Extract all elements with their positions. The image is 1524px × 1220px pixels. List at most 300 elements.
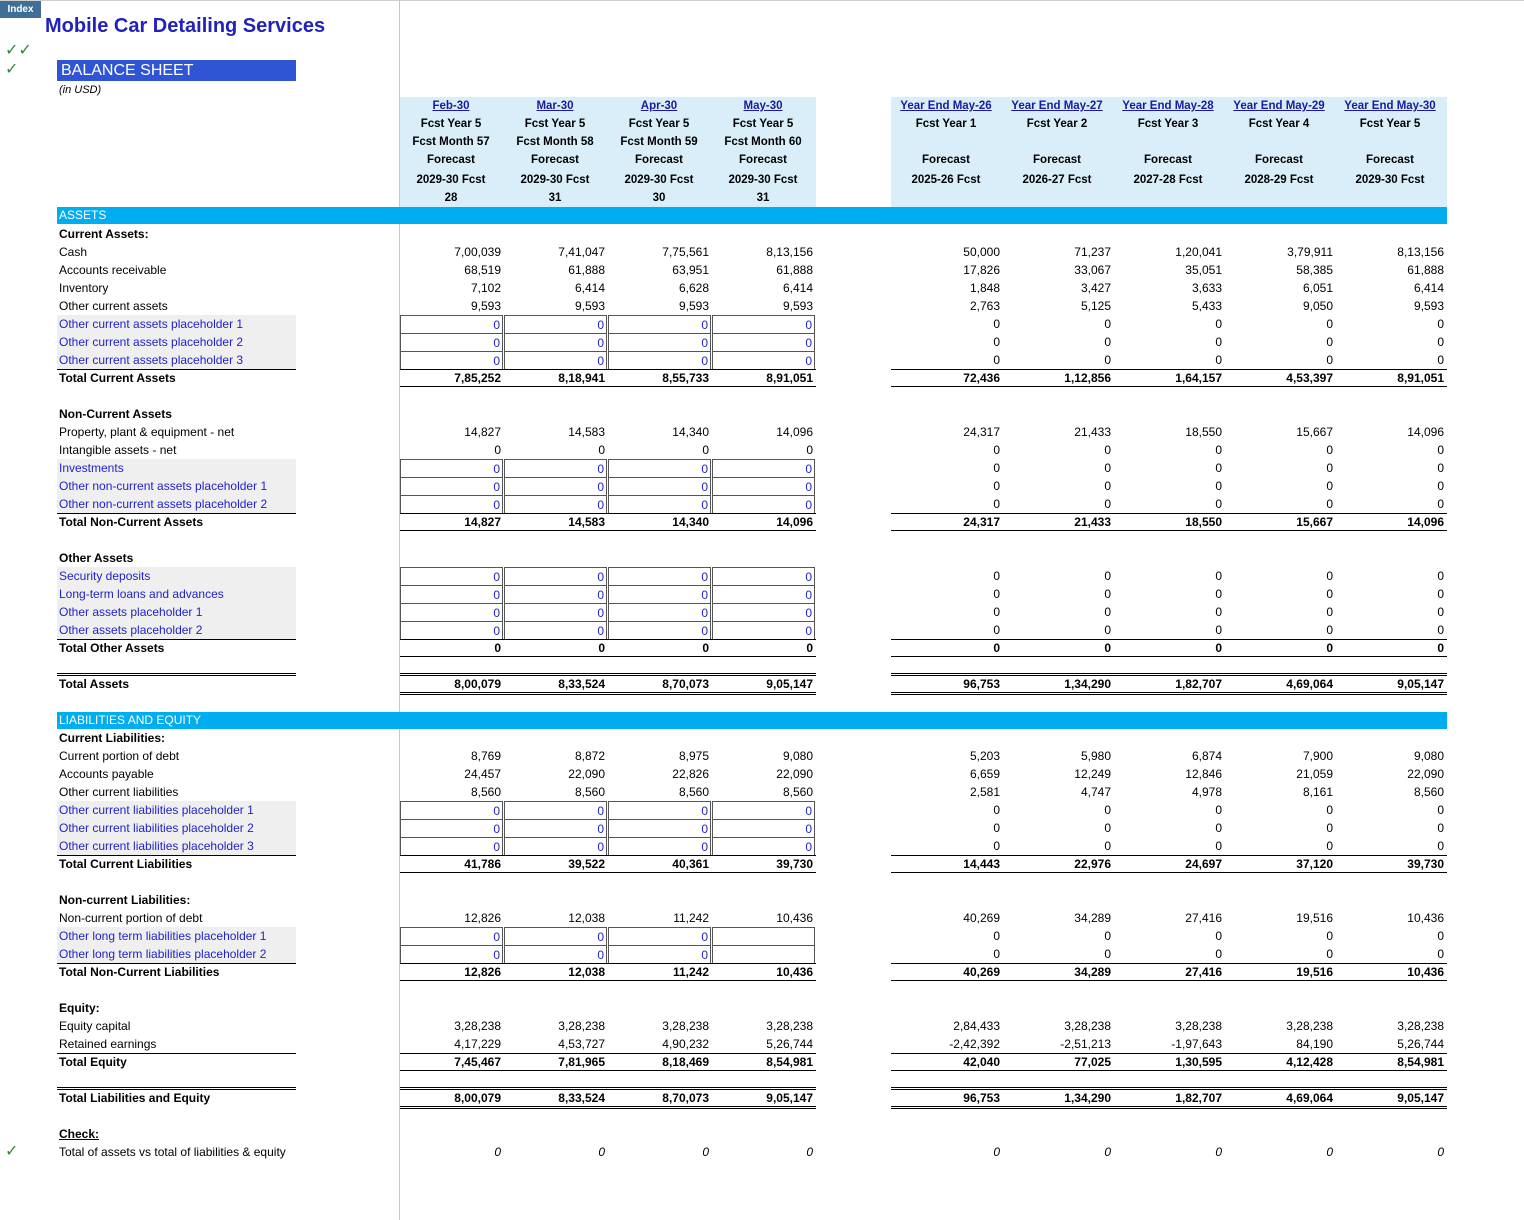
annual-value-cell: 10,436 bbox=[1407, 965, 1444, 979]
monthly-value-cell[interactable]: 0 bbox=[712, 351, 815, 370]
annual-value-cell: 8,161 bbox=[1302, 785, 1333, 799]
monthly-value-cell: 8,70,073 bbox=[662, 1091, 709, 1105]
row-label[interactable]: Other current assets placeholder 1 bbox=[57, 315, 296, 333]
annual-value-cell: 8,91,051 bbox=[1397, 371, 1444, 385]
row-label: Other current assets bbox=[59, 299, 168, 313]
monthly-value-cell[interactable]: 0 bbox=[712, 801, 815, 820]
monthly-value-cell: 0 bbox=[806, 443, 813, 457]
monthly-value-cell: 12,826 bbox=[464, 911, 501, 925]
monthly-value-cell[interactable]: 0 bbox=[608, 819, 711, 838]
monthly-value-cell: 5,26,744 bbox=[766, 1037, 813, 1051]
monthly-value-cell: 22,090 bbox=[776, 767, 813, 781]
row-label: Total Current Assets bbox=[59, 371, 176, 385]
grand-total-rule bbox=[891, 1087, 1447, 1088]
annual-value-cell: 0 bbox=[1215, 839, 1222, 853]
monthly-value-cell[interactable]: 0 bbox=[400, 927, 503, 946]
monthly-value-cell[interactable]: 0 bbox=[504, 351, 607, 370]
monthly-value-cell: 9,593 bbox=[470, 299, 501, 313]
monthly-value-cell[interactable]: 0 bbox=[400, 567, 503, 586]
row-label: Total of assets vs total of liabilities & equity bbox=[59, 1145, 286, 1159]
monthly-value-cell: 7,102 bbox=[470, 281, 501, 295]
monthly-value-cell[interactable]: 0 bbox=[504, 837, 607, 856]
monthly-value-cell[interactable]: 0 bbox=[608, 459, 711, 478]
row-label: Total Non-Current Liabilities bbox=[59, 965, 220, 979]
annual-header-year: Fcst Year 5 bbox=[1359, 118, 1421, 130]
annual-header-fy: 2029-30 Fcst bbox=[1355, 174, 1425, 186]
total-rule bbox=[57, 855, 296, 856]
monthly-value-cell[interactable]: 0 bbox=[608, 837, 711, 856]
total-underline bbox=[891, 692, 1447, 693]
row-label: Intangible assets - net bbox=[59, 443, 177, 457]
check-icon-double: ✓✓ bbox=[5, 42, 32, 59]
annual-value-cell: 0 bbox=[993, 623, 1000, 637]
monthly-value-cell[interactable]: 0 bbox=[608, 477, 711, 496]
monthly-value-cell[interactable]: 0 bbox=[400, 585, 503, 604]
grand-total-underline bbox=[400, 694, 816, 695]
monthly-value-cell[interactable]: 0 bbox=[608, 945, 711, 964]
monthly-value-cell[interactable]: 0 bbox=[504, 819, 607, 838]
annual-value-cell: 0 bbox=[1437, 569, 1444, 583]
annual-value-cell: 0 bbox=[993, 461, 1000, 475]
annual-value-cell: 0 bbox=[1326, 497, 1333, 511]
monthly-value-cell[interactable]: 0 bbox=[608, 333, 711, 352]
monthly-value-cell[interactable]: 0 bbox=[712, 495, 815, 514]
monthly-value-cell[interactable]: 0 bbox=[400, 315, 503, 334]
monthly-value-cell: 9,593 bbox=[782, 299, 813, 313]
monthly-value-cell[interactable] bbox=[712, 945, 815, 964]
annual-value-cell: 0 bbox=[1437, 929, 1444, 943]
annual-value-cell: -1,97,643 bbox=[1171, 1037, 1222, 1051]
monthly-value-cell[interactable]: 0 bbox=[712, 585, 815, 604]
annual-value-cell: 0 bbox=[1437, 803, 1444, 817]
monthly-value-cell[interactable]: 0 bbox=[608, 567, 711, 586]
monthly-header-year: Fcst Year 5 bbox=[732, 118, 794, 130]
monthly-value-cell[interactable]: 0 bbox=[504, 477, 607, 496]
annual-value-cell: 24,697 bbox=[1185, 857, 1222, 871]
row-label: Cash bbox=[59, 245, 88, 259]
annual-value-cell: 0 bbox=[1215, 569, 1222, 583]
monthly-value-cell[interactable]: 0 bbox=[504, 567, 607, 586]
annual-value-cell: 0 bbox=[1437, 1145, 1444, 1159]
monthly-value-cell: 9,593 bbox=[678, 299, 709, 313]
annual-value-cell: 3,28,238 bbox=[1064, 1019, 1111, 1033]
total-rule bbox=[400, 855, 816, 856]
annual-value-cell: 27,416 bbox=[1185, 965, 1222, 979]
annual-value-cell: 0 bbox=[1104, 461, 1111, 475]
annual-value-cell: 0 bbox=[1215, 821, 1222, 835]
monthly-value-cell[interactable]: 0 bbox=[504, 315, 607, 334]
monthly-value-cell: 11,242 bbox=[672, 965, 709, 979]
annual-value-cell: 0 bbox=[1326, 569, 1333, 583]
annual-value-cell: 0 bbox=[1326, 335, 1333, 349]
grand-total-underline bbox=[400, 1108, 816, 1109]
annual-value-cell: 6,659 bbox=[969, 767, 1000, 781]
monthly-value-cell[interactable]: 0 bbox=[608, 495, 711, 514]
liabilities-band bbox=[57, 712, 1447, 729]
annual-value-cell: 39,730 bbox=[1407, 857, 1444, 871]
row-label[interactable]: Other assets placeholder 2 bbox=[57, 621, 296, 639]
annual-value-cell: 0 bbox=[1437, 497, 1444, 511]
annual-value-cell: 0 bbox=[1326, 587, 1333, 601]
annual-value-cell: 0 bbox=[1215, 461, 1222, 475]
annual-value-cell: -2,42,392 bbox=[949, 1037, 1000, 1051]
row-label[interactable]: Other non-current assets placeholder 1 bbox=[57, 477, 296, 495]
monthly-value-cell[interactable]: 0 bbox=[504, 621, 607, 640]
annual-value-cell: 0 bbox=[1215, 803, 1222, 817]
annual-header-type: Forecast bbox=[1255, 154, 1303, 166]
annual-value-cell: 4,12,428 bbox=[1286, 1055, 1333, 1069]
total-rule bbox=[891, 639, 1447, 640]
total-underline bbox=[400, 656, 816, 657]
row-label[interactable]: Other assets placeholder 1 bbox=[57, 603, 296, 621]
annual-value-cell: 33,067 bbox=[1074, 263, 1111, 277]
check-icon-final: ✓ bbox=[5, 1143, 19, 1160]
monthly-value-cell: 24,457 bbox=[464, 767, 501, 781]
monthly-header-month: Fcst Month 59 bbox=[620, 136, 698, 148]
annual-value-cell: 3,28,238 bbox=[1397, 1019, 1444, 1033]
monthly-value-cell[interactable]: 0 bbox=[712, 477, 815, 496]
index-button[interactable]: Index bbox=[0, 1, 41, 18]
row-label: Total Liabilities and Equity bbox=[59, 1091, 211, 1105]
row-label: Other current liabilities bbox=[59, 785, 179, 799]
monthly-value-cell[interactable]: 0 bbox=[712, 459, 815, 478]
annual-value-cell: 0 bbox=[993, 497, 1000, 511]
monthly-value-cell: 8,33,524 bbox=[558, 677, 605, 691]
monthly-value-cell: 3,28,238 bbox=[766, 1019, 813, 1033]
annual-value-cell: 5,433 bbox=[1191, 299, 1222, 313]
check-icon: ✓ bbox=[5, 61, 19, 78]
monthly-header-fy: 2029-30 Fcst bbox=[416, 174, 486, 186]
monthly-header-type: Forecast bbox=[635, 154, 683, 166]
annual-value-cell: 0 bbox=[1215, 443, 1222, 457]
monthly-value-cell: 8,00,079 bbox=[454, 1091, 501, 1105]
total-rule bbox=[891, 1053, 1447, 1054]
monthly-header-month: Fcst Month 60 bbox=[724, 136, 802, 148]
grand-total-rule bbox=[891, 673, 1447, 674]
total-underline bbox=[891, 1070, 1447, 1071]
monthly-header-year: Fcst Year 5 bbox=[628, 118, 690, 130]
monthly-value-cell[interactable]: 0 bbox=[504, 459, 607, 478]
annual-value-cell: 0 bbox=[1326, 839, 1333, 853]
monthly-value-cell[interactable]: 0 bbox=[400, 477, 503, 496]
annual-value-cell: 0 bbox=[1326, 821, 1333, 835]
annual-value-cell: 0 bbox=[993, 335, 1000, 349]
monthly-value-cell[interactable]: 0 bbox=[400, 819, 503, 838]
monthly-value-cell: 14,583 bbox=[568, 515, 605, 529]
row-label: Retained earnings bbox=[59, 1037, 157, 1051]
annual-header-type: Forecast bbox=[1033, 154, 1081, 166]
total-underline bbox=[400, 872, 816, 873]
annual-value-cell: 10,436 bbox=[1407, 911, 1444, 925]
total-underline bbox=[891, 656, 1447, 657]
monthly-value-cell[interactable]: 0 bbox=[712, 315, 815, 334]
total-underline bbox=[400, 980, 816, 981]
monthly-value-cell[interactable]: 0 bbox=[400, 351, 503, 370]
annual-value-cell: 1,848 bbox=[969, 281, 1000, 295]
monthly-value-cell[interactable]: 0 bbox=[400, 945, 503, 964]
monthly-value-cell: 14,583 bbox=[568, 425, 605, 439]
annual-value-cell: 0 bbox=[1104, 641, 1111, 655]
monthly-value-cell[interactable]: 0 bbox=[712, 567, 815, 586]
annual-header-type: Forecast bbox=[1366, 154, 1414, 166]
row-label[interactable]: Long-term loans and advances bbox=[57, 585, 296, 603]
total-underline bbox=[400, 1070, 816, 1071]
row-label[interactable]: Investments bbox=[57, 459, 296, 477]
annual-value-cell: 71,237 bbox=[1074, 245, 1111, 259]
total-rule bbox=[891, 855, 1447, 856]
monthly-value-cell[interactable]: 0 bbox=[712, 333, 815, 352]
monthly-value-cell: 22,826 bbox=[672, 767, 709, 781]
annual-value-cell: 0 bbox=[1104, 929, 1111, 943]
monthly-value-cell[interactable]: 0 bbox=[400, 621, 503, 640]
annual-value-cell: 40,269 bbox=[963, 965, 1000, 979]
annual-value-cell: 0 bbox=[1326, 641, 1333, 655]
annual-value-cell: 0 bbox=[1326, 803, 1333, 817]
monthly-value-cell[interactable]: 0 bbox=[504, 801, 607, 820]
annual-header-fy: 2025-26 Fcst bbox=[911, 174, 981, 186]
annual-value-cell: 0 bbox=[1215, 1145, 1222, 1159]
annual-header-fy: 2028-29 Fcst bbox=[1244, 174, 1314, 186]
monthly-header-days: 30 bbox=[652, 192, 666, 204]
annual-value-cell: 0 bbox=[1215, 479, 1222, 493]
total-underline bbox=[400, 386, 816, 387]
monthly-value-cell: 12,826 bbox=[464, 965, 501, 979]
row-label[interactable]: Other current assets placeholder 2 bbox=[57, 333, 296, 351]
annual-value-cell: 37,120 bbox=[1296, 857, 1333, 871]
monthly-value-cell: 39,730 bbox=[776, 857, 813, 871]
annual-value-cell: 0 bbox=[993, 1145, 1000, 1159]
monthly-value-cell: 0 bbox=[702, 641, 709, 655]
monthly-value-cell[interactable] bbox=[712, 927, 815, 946]
annual-value-cell: 0 bbox=[1104, 587, 1111, 601]
monthly-value-cell[interactable]: 0 bbox=[712, 837, 815, 856]
grand-total-rule bbox=[57, 673, 296, 674]
annual-value-cell: 15,667 bbox=[1296, 425, 1333, 439]
annual-value-cell: 8,13,156 bbox=[1397, 245, 1444, 259]
monthly-value-cell[interactable]: 0 bbox=[712, 621, 815, 640]
row-label: Accounts payable bbox=[59, 767, 154, 781]
annual-value-cell: 2,84,433 bbox=[953, 1019, 1000, 1033]
monthly-value-cell: 4,53,727 bbox=[558, 1037, 605, 1051]
row-label[interactable]: Security deposits bbox=[57, 567, 296, 585]
row-label[interactable]: Other current liabilities placeholder 2 bbox=[57, 819, 296, 837]
annual-header-year: Fcst Year 4 bbox=[1248, 118, 1310, 130]
annual-value-cell: 5,26,744 bbox=[1397, 1037, 1444, 1051]
monthly-header-fy: 2029-30 Fcst bbox=[624, 174, 694, 186]
row-label: Property, plant & equipment - net bbox=[59, 425, 235, 439]
annual-value-cell: 0 bbox=[1437, 821, 1444, 835]
monthly-value-cell: 6,414 bbox=[782, 281, 813, 295]
annual-value-cell: 96,753 bbox=[963, 1091, 1000, 1105]
monthly-value-cell[interactable]: 0 bbox=[608, 801, 711, 820]
annual-value-cell: 0 bbox=[1104, 803, 1111, 817]
monthly-header-days: 31 bbox=[548, 192, 562, 204]
annual-value-cell: 0 bbox=[1326, 317, 1333, 331]
annual-value-cell: 1,20,041 bbox=[1175, 245, 1222, 259]
monthly-value-cell: 9,05,147 bbox=[766, 677, 813, 691]
annual-value-cell: 0 bbox=[1215, 317, 1222, 331]
monthly-value-cell[interactable]: 0 bbox=[608, 585, 711, 604]
annual-value-cell: 0 bbox=[1104, 353, 1111, 367]
row-label[interactable]: Other current liabilities placeholder 3 bbox=[57, 837, 296, 855]
total-underline bbox=[400, 530, 816, 531]
monthly-value-cell[interactable]: 0 bbox=[400, 603, 503, 622]
annual-value-cell: 5,203 bbox=[969, 749, 1000, 763]
annual-value-cell: 0 bbox=[993, 605, 1000, 619]
annual-value-cell: 19,516 bbox=[1296, 965, 1333, 979]
row-label: Current Liabilities: bbox=[59, 731, 166, 745]
annual-value-cell: 1,34,290 bbox=[1064, 677, 1111, 691]
row-label[interactable]: Other current liabilities placeholder 1 bbox=[57, 801, 296, 819]
grand-total-underline bbox=[891, 1108, 1447, 1109]
monthly-value-cell: 8,13,156 bbox=[766, 245, 813, 259]
monthly-header-year: Fcst Year 5 bbox=[420, 118, 482, 130]
annual-value-cell: 0 bbox=[993, 479, 1000, 493]
monthly-header-days: 28 bbox=[444, 192, 458, 204]
monthly-value-cell[interactable]: 0 bbox=[504, 333, 607, 352]
annual-value-cell: 0 bbox=[993, 587, 1000, 601]
annual-value-cell: 17,826 bbox=[963, 263, 1000, 277]
monthly-value-cell[interactable]: 0 bbox=[504, 495, 607, 514]
annual-value-cell: 0 bbox=[1215, 623, 1222, 637]
monthly-value-cell[interactable]: 0 bbox=[608, 315, 711, 334]
row-label[interactable]: Other non-current assets placeholder 2 bbox=[57, 495, 296, 513]
annual-value-cell: 0 bbox=[1104, 623, 1111, 637]
total-rule bbox=[891, 963, 1447, 964]
monthly-value-cell: 9,080 bbox=[782, 749, 813, 763]
annual-value-cell: 0 bbox=[1104, 479, 1111, 493]
row-label[interactable]: Other long term liabilities placeholder 1 bbox=[57, 927, 296, 945]
monthly-value-cell: 12,038 bbox=[568, 911, 605, 925]
row-label: Non-current Liabilities: bbox=[59, 893, 191, 907]
monthly-value-cell[interactable]: 0 bbox=[608, 621, 711, 640]
annual-value-cell: 72,436 bbox=[963, 371, 1000, 385]
annual-value-cell: 0 bbox=[1104, 335, 1111, 349]
monthly-value-cell: 9,593 bbox=[574, 299, 605, 313]
annual-value-cell: 15,667 bbox=[1296, 515, 1333, 529]
monthly-value-cell: 12,038 bbox=[568, 965, 605, 979]
annual-value-cell: 22,090 bbox=[1407, 767, 1444, 781]
monthly-value-cell[interactable]: 0 bbox=[608, 927, 711, 946]
annual-value-cell: 6,874 bbox=[1191, 749, 1222, 763]
annual-value-cell: 1,12,856 bbox=[1064, 371, 1111, 385]
total-rule bbox=[57, 675, 296, 676]
monthly-value-cell: 0 bbox=[806, 1145, 813, 1159]
monthly-value-cell: 0 bbox=[598, 443, 605, 457]
monthly-value-cell: 11,242 bbox=[673, 911, 709, 925]
monthly-value-cell[interactable]: 0 bbox=[504, 585, 607, 604]
monthly-header-period: Mar-30 bbox=[536, 100, 574, 112]
monthly-value-cell: 8,560 bbox=[782, 785, 813, 799]
annual-value-cell: 0 bbox=[1437, 443, 1444, 457]
monthly-value-cell[interactable]: 0 bbox=[504, 927, 607, 946]
monthly-value-cell[interactable]: 0 bbox=[400, 495, 503, 514]
total-rule bbox=[400, 639, 816, 640]
monthly-value-cell[interactable]: 0 bbox=[712, 819, 815, 838]
annual-value-cell: 3,28,238 bbox=[1175, 1019, 1222, 1033]
total-underline bbox=[891, 530, 1447, 531]
annual-value-cell: 0 bbox=[1437, 335, 1444, 349]
monthly-value-cell: 7,85,252 bbox=[454, 371, 501, 385]
annual-value-cell: 0 bbox=[1104, 443, 1111, 457]
total-underline bbox=[400, 692, 816, 693]
annual-value-cell: 9,05,147 bbox=[1397, 1091, 1444, 1105]
row-label: Total Equity bbox=[59, 1055, 127, 1069]
monthly-value-cell: 8,560 bbox=[470, 785, 501, 799]
total-rule bbox=[891, 369, 1447, 370]
monthly-value-cell[interactable]: 0 bbox=[400, 459, 503, 478]
monthly-value-cell: 4,90,232 bbox=[662, 1037, 709, 1051]
annual-value-cell: -2,51,213 bbox=[1060, 1037, 1111, 1051]
monthly-value-cell: 22,090 bbox=[568, 767, 605, 781]
annual-value-cell: 0 bbox=[993, 929, 1000, 943]
monthly-value-cell[interactable]: 0 bbox=[400, 333, 503, 352]
monthly-value-cell: 8,872 bbox=[574, 749, 605, 763]
row-label[interactable]: Other current assets placeholder 3 bbox=[57, 351, 296, 369]
annual-value-cell: 0 bbox=[1104, 947, 1111, 961]
row-label: Inventory bbox=[59, 281, 109, 295]
monthly-value-cell[interactable]: 0 bbox=[400, 801, 503, 820]
annual-value-cell: 21,433 bbox=[1074, 515, 1111, 529]
annual-value-cell: 1,34,290 bbox=[1064, 1091, 1111, 1105]
annual-value-cell: 9,05,147 bbox=[1397, 677, 1444, 691]
monthly-value-cell: 63,951 bbox=[672, 263, 709, 277]
monthly-header-year: Fcst Year 5 bbox=[524, 118, 586, 130]
monthly-value-cell[interactable]: 0 bbox=[712, 603, 815, 622]
monthly-value-cell[interactable]: 0 bbox=[504, 945, 607, 964]
annual-value-cell: 0 bbox=[1104, 569, 1111, 583]
monthly-value-cell[interactable]: 0 bbox=[608, 351, 711, 370]
annual-value-cell: 0 bbox=[1104, 497, 1111, 511]
annual-value-cell: 0 bbox=[1215, 353, 1222, 367]
total-rule bbox=[400, 1053, 816, 1054]
annual-value-cell: 0 bbox=[1326, 443, 1333, 457]
annual-value-cell: 19,516 bbox=[1296, 911, 1333, 925]
monthly-value-cell: 8,00,079 bbox=[454, 677, 501, 691]
annual-value-cell: 1,30,595 bbox=[1175, 1055, 1222, 1069]
annual-header-year: Fcst Year 1 bbox=[915, 118, 977, 130]
annual-value-cell: 0 bbox=[1437, 479, 1444, 493]
monthly-value-cell: 8,18,469 bbox=[662, 1055, 709, 1069]
total-rule bbox=[400, 963, 816, 964]
monthly-value-cell: 8,70,073 bbox=[662, 677, 709, 691]
monthly-value-cell[interactable]: 0 bbox=[608, 603, 711, 622]
monthly-value-cell: 14,340 bbox=[672, 515, 709, 529]
monthly-value-cell: 0 bbox=[598, 641, 605, 655]
monthly-value-cell: 39,522 bbox=[568, 857, 605, 871]
monthly-value-cell[interactable]: 0 bbox=[400, 837, 503, 856]
total-underline bbox=[891, 872, 1447, 873]
row-label[interactable]: Other long term liabilities placeholder 2 bbox=[57, 945, 296, 963]
monthly-header-type: Forecast bbox=[739, 154, 787, 166]
monthly-value-cell: 10,436 bbox=[776, 965, 813, 979]
sheet-title: BALANCE SHEET bbox=[57, 60, 296, 81]
monthly-value-cell[interactable]: 0 bbox=[504, 603, 607, 622]
annual-value-cell: 8,54,981 bbox=[1397, 1055, 1444, 1069]
annual-value-cell: 14,096 bbox=[1407, 515, 1444, 529]
annual-value-cell: 9,080 bbox=[1413, 749, 1444, 763]
monthly-value-cell: 61,888 bbox=[776, 263, 813, 277]
monthly-value-cell: 8,560 bbox=[678, 785, 709, 799]
monthly-header-period: Apr-30 bbox=[640, 100, 678, 112]
annual-value-cell: 14,443 bbox=[963, 857, 1000, 871]
monthly-value-cell: 68,519 bbox=[464, 263, 501, 277]
annual-value-cell: 0 bbox=[1104, 605, 1111, 619]
total-underline bbox=[400, 1106, 816, 1107]
monthly-value-cell: 10,436 bbox=[776, 911, 813, 925]
monthly-value-cell: 8,91,051 bbox=[766, 371, 813, 385]
total-rule bbox=[400, 675, 816, 676]
